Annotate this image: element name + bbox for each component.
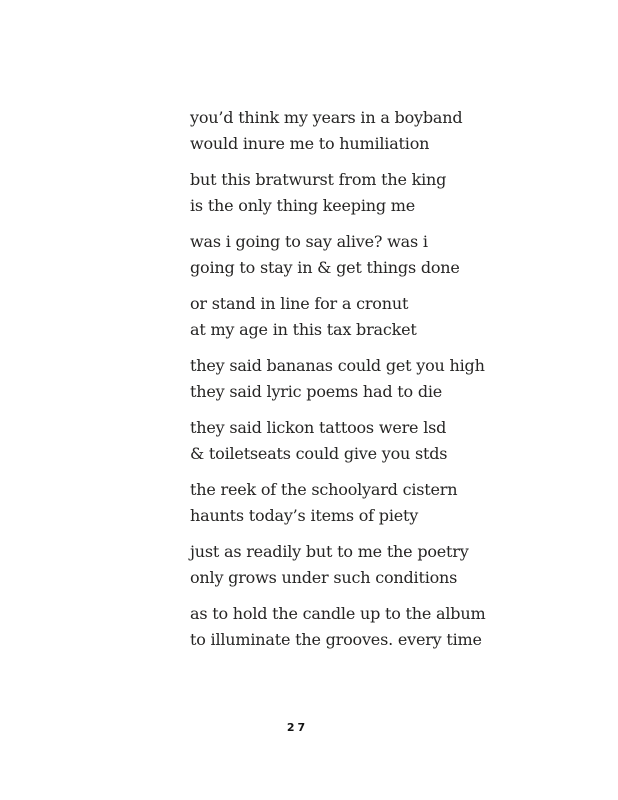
poem-line: but this bratwurst from the king — [190, 170, 447, 189]
poem-line: or stand in line for a cronut — [190, 294, 409, 313]
stanza — [190, 167, 450, 219]
poem-body — [190, 105, 486, 663]
poem-line: only grows under such conditions — [190, 568, 458, 587]
poem-line: was i going to say alive? was i — [190, 232, 428, 251]
stanza — [190, 105, 463, 157]
page-number: 27 — [286, 721, 309, 734]
poem-line: just as readily but to me the poetry — [190, 542, 469, 561]
stanza — [190, 477, 458, 529]
poem-line: they said lyric poems had to die — [190, 382, 443, 401]
poem-line: as to hold the candle up to the album — [190, 604, 486, 623]
stanza — [190, 601, 486, 653]
poem-line: you’d think my years in a boyband — [190, 108, 463, 127]
stanza — [190, 353, 485, 405]
stanza — [190, 539, 469, 591]
poem-line: would inure me to humiliation — [190, 134, 430, 153]
poem-line: is the only thing keeping me — [190, 196, 416, 215]
poem-line: at my age in this tax bracket — [190, 320, 417, 339]
poem-line: haunts today’s items of piety — [190, 506, 419, 525]
stanza — [190, 291, 450, 343]
poem-line: they said bananas could get you high — [190, 356, 485, 375]
poem-line: the reek of the schoolyard cistern — [190, 480, 458, 499]
stanza — [190, 229, 460, 281]
poem-line: & toiletseats could give you stds — [190, 444, 448, 463]
poem-line: going to stay in & get things done — [190, 258, 460, 277]
poem-line: to illuminate the grooves. every time — [190, 630, 482, 649]
poem-line: they said lickon tattoos were lsd — [190, 418, 447, 437]
stanza — [190, 415, 450, 467]
